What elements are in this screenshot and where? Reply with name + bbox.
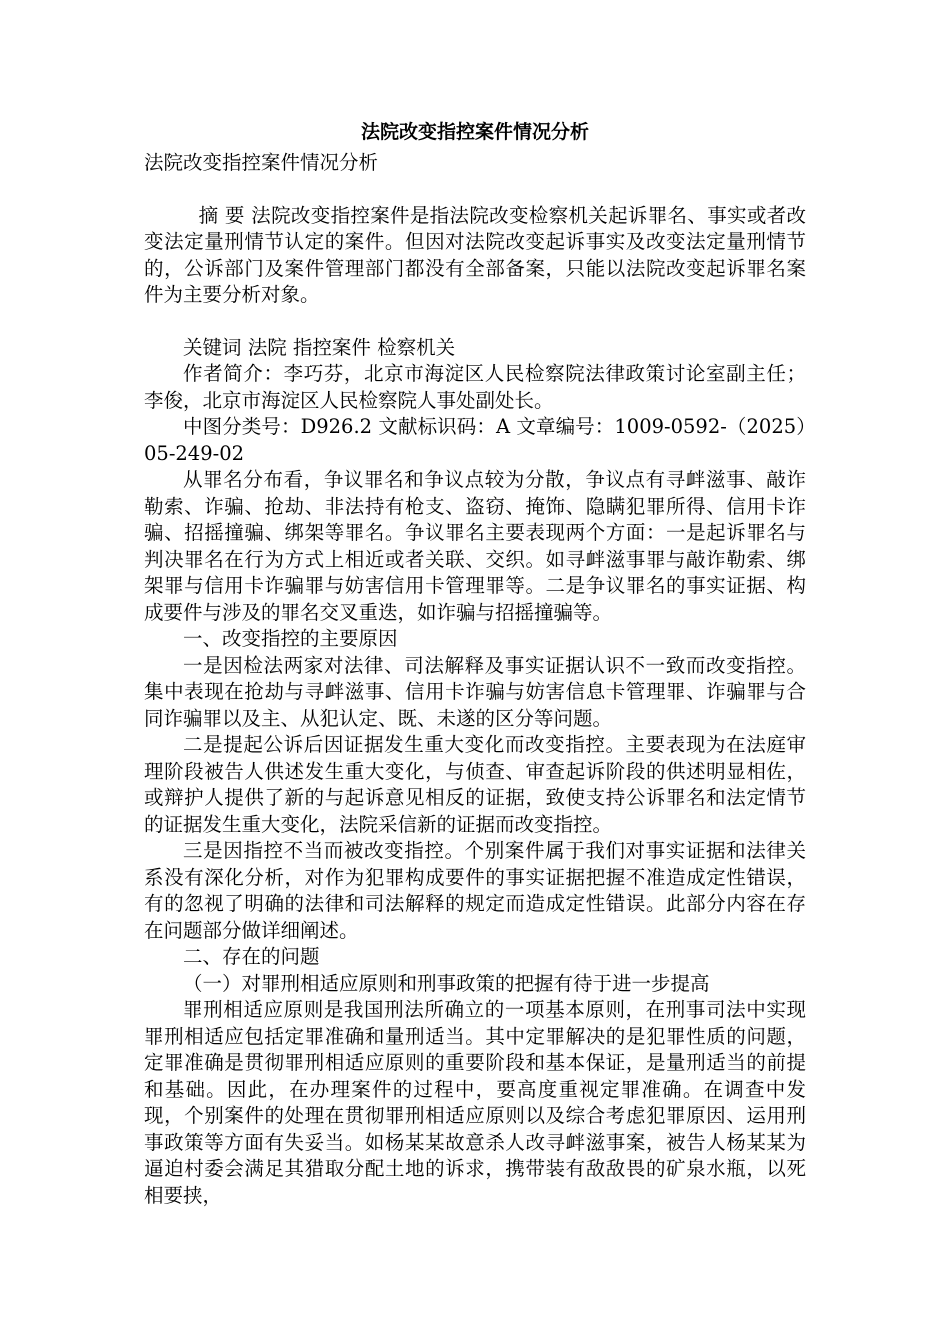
spacer [144,177,806,203]
subsection-heading-1: （一）对罪刑相适应原则和刑事政策的把握有待于进一步提高 [183,971,710,995]
spacer [144,309,806,335]
body-paragraph-reason-3: 三是因指控不当而被改变指控。个别案件属于我们对事实证据和法律关系没有深化分析，对作为犯罪构成要件的事实证据把握不准造成定性错误，有的忽视了明确的法律和司法解释的规定而造成定性错误。此部分内容在存在问题部分做详细阐述。 [144,839,806,942]
body-paragraph-reason-2: 二是提起公诉后因证据发生重大变化而改变指控。主要表现为在法庭审理阶段被告人供述发生重大变化，与侦查、审查起诉阶段的供述明显相佐，或辩护人提供了新的与起诉意见相反的证据，致使支持公诉罪名和法定情节的证据发生重大变化，法院采信新的证据而改变指控。 [144,733,806,836]
author-info: 作者简介：李巧芬，北京市海淀区人民检察院法律政策讨论室副主任；李俊，北京市海淀区人民检察院人事处副处长。 [144,362,806,412]
keywords-line: 关键词 法院 指控案件 检察机关 [183,335,456,359]
body-paragraph-distribution: 从罪名分布看，争议罪名和争议点较为分散，争议点有寻衅滋事、敲诈勒索、诈骗、抢劫、非法持有枪支、盗窃、掩饰、隐瞒犯罪所得、信用卡诈骗、招摇撞骗、绑架等罪名。争议罪名主要表现两个方面：一是起诉罪名与判决罪名在行为方式上相近或者关联、交织。如寻衅滋事罪与敲诈勒索、绑架罪与信用卡诈骗罪与妨害信用卡管理罪等。二是争议罪名的事实证据、构成要件与涉及的罪名交叉重迭，如诈骗与招摇撞骗等。 [144,468,806,624]
body-paragraph-principle: 罪刑相适应原则是我国刑法所确立的一项基本原则，在刑事司法中实现罪刑相适应包括定罪准确和量刑适当。其中定罪解决的是犯罪性质的问题，定罪准确是贯彻罪刑相适应原则的重要阶段和基本保证，是量刑适当的前提和基础。因此，在办理案件的过程中，要高度重视定罪准确。在调查中发现，个别案件的处理在贯彻罪刑相适应原则以及综合考虑犯罪原因、运用刑事政策等方面有失妥当。如杨某某故意杀人改寻衅滋事案，被告人杨某某为逼迫村委会满足其猎取分配土地的诉求，携带装有敌敌畏的矿泉水瓶，以死相要挟， [144,998,806,1207]
classification-line: 中图分类号：D926.2 文献标识码：A 文章编号：1009-0592-（2025）05-249-02 [144,415,806,465]
abstract-paragraph: 摘 要 法院改变指控案件是指法院改变检察机关起诉罪名、事实或者改变法定量刑情节认定的案件。但因对法院改变起诉事实及改变法定量刑情节的，公诉部门及案件管理部门都没有全部备案，只能以法院改变起诉罪名案件为主要分析对象。 [144,203,806,306]
section-heading-1: 一、改变指控的主要原因 [183,627,398,650]
document-title: 法院改变指控案件情况分析 [360,121,589,143]
document-page [144,118,806,1209]
section-heading-2: 二、存在的问题 [183,945,320,968]
body-paragraph-reason-1: 一是因检法两家对法律、司法解释及事实证据认识不一致而改变指控。集中表现在抢劫与寻衅滋事、信用卡诈骗与妨害信息卡管理罪、诈骗罪与合同诈骗罪以及主、从犯认定、既、未遂的区分等问题。 [144,653,806,730]
document-subtitle: 法院改变指控案件情况分析 [144,151,379,174]
